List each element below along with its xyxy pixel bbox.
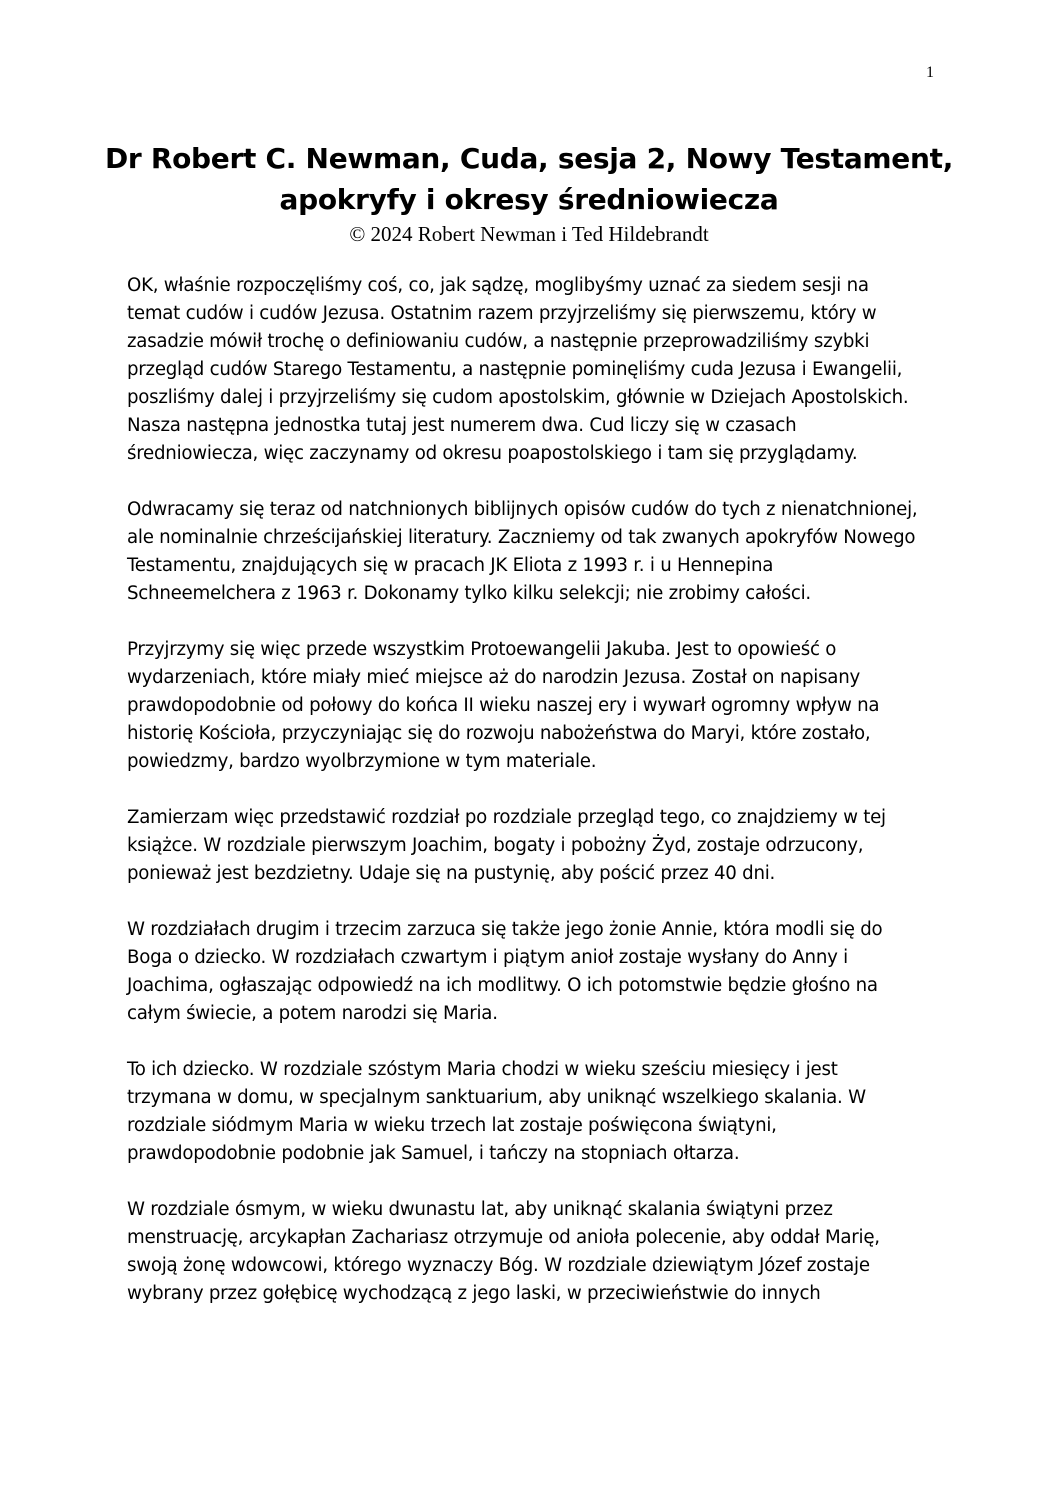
paragraph: Zamierzam więc przedstawić rozdział po rozdziale przegląd tego, co znajdziemy w tej książce. W rozdziale pierwszym Joachim, bogaty i pobożny Żyd, zostaje odrzucony, ponieważ jest bezdzietny. Udaje się na pustynię, aby pościć przez 40 dni. bbox=[127, 807, 886, 884]
paragraph: To ich dziecko. W rozdziale szóstym Maria chodzi w wieku sześciu miesięcy i jest trzymana w domu, w specjalnym sanktuarium, aby uniknąć wszelkiego skalania. W rozdziale siódmym Maria w wieku trzech lat zostaje poświęcona świątyni, prawdopodobnie podobnie jak Samuel, i tańczy na stopniach ołtarza. bbox=[127, 1059, 866, 1164]
document-body bbox=[127, 272, 927, 1336]
page-number: 1 bbox=[926, 64, 934, 81]
paragraph: OK, właśnie rozpoczęliśmy coś, co, jak sądzę, moglibyśmy uznać za siedem sesji na temat cudów i cudów Jezusa. Ostatnim razem przyjrzeliśmy się pierwszemu, który w zasadzie mówił trochę o definiowaniu cudów, a następnie przeprowadziliśmy szybki przegląd cudów Starego Testamentu, a następnie pominęliśmy cuda Jezusa i Ewangelii, poszliśmy dalej i przyjrzeliśmy się cudom apostolskim, głównie w Dziejach Apostolskich. Nasza następna jednostka tutaj jest numerem dwa. Cud liczy się w czasach średniowiecza, więc zaczynamy od okresu poapostolskiego i tam się przyglądamy. bbox=[127, 275, 909, 464]
paragraph: W rozdziale ósmym, w wieku dwunastu lat, aby uniknąć skalania świątyni przez menstruację, arcykapłan Zachariasz otrzymuje od anioła polecenie, aby oddał Marię, swoją żonę wdowcowi, którego wyznaczy Bóg. W rozdziale dziewiątym Józef zostaje wybrany przez gołębicę wychodzącą z jego laski, w przeciwieństwie do innych bbox=[127, 1199, 880, 1304]
paragraph: W rozdziałach drugim i trzecim zarzuca się także jego żonie Annie, która modli się do Boga o dziecko. W rozdziałach czwartym i piątym anioł zostaje wysłany do Anny i Joachima, ogłaszając odpowiedź na ich modlitwy. O ich potomstwie będzie głośno na całym świecie, a potem narodzi się Maria. bbox=[127, 919, 883, 1024]
document-title: Dr Robert C. Newman, Cuda, sesja 2, Nowy Testament, apokryfy i okresy średniowiecza bbox=[104, 142, 954, 216]
document-header bbox=[100, 138, 958, 247]
copyright-line: © 2024 Robert Newman i Ted Hildebrandt bbox=[349, 222, 709, 246]
paragraph: Przyjrzymy się więc przede wszystkim Protoewangelii Jakuba. Jest to opowieść o wydarzeniach, które miały mieć miejsce aż do narodzin Jezusa. Został on napisany prawdopodobnie od połowy do końca II wieku naszej ery i wywarł ogromny wpływ na historię Kościoła, przyczyniając się do rozwoju nabożeństwa do Maryi, które zostało, powiedzmy, bardzo wyolbrzymione w tym materiale. bbox=[127, 639, 880, 772]
paragraph: Odwracamy się teraz od natchnionych biblijnych opisów cudów do tych z nienatchnionej, ale nominalnie chrześcijańskiej literatury. Zaczniemy od tak zwanych apokryfów Nowego Testamentu, znajdujących się w pracach JK Eliota z 1993 r. i u Hennepina Schneemelchera z 1963 r. Dokonamy tylko kilku selekcji; nie zrobimy całości. bbox=[127, 499, 918, 604]
